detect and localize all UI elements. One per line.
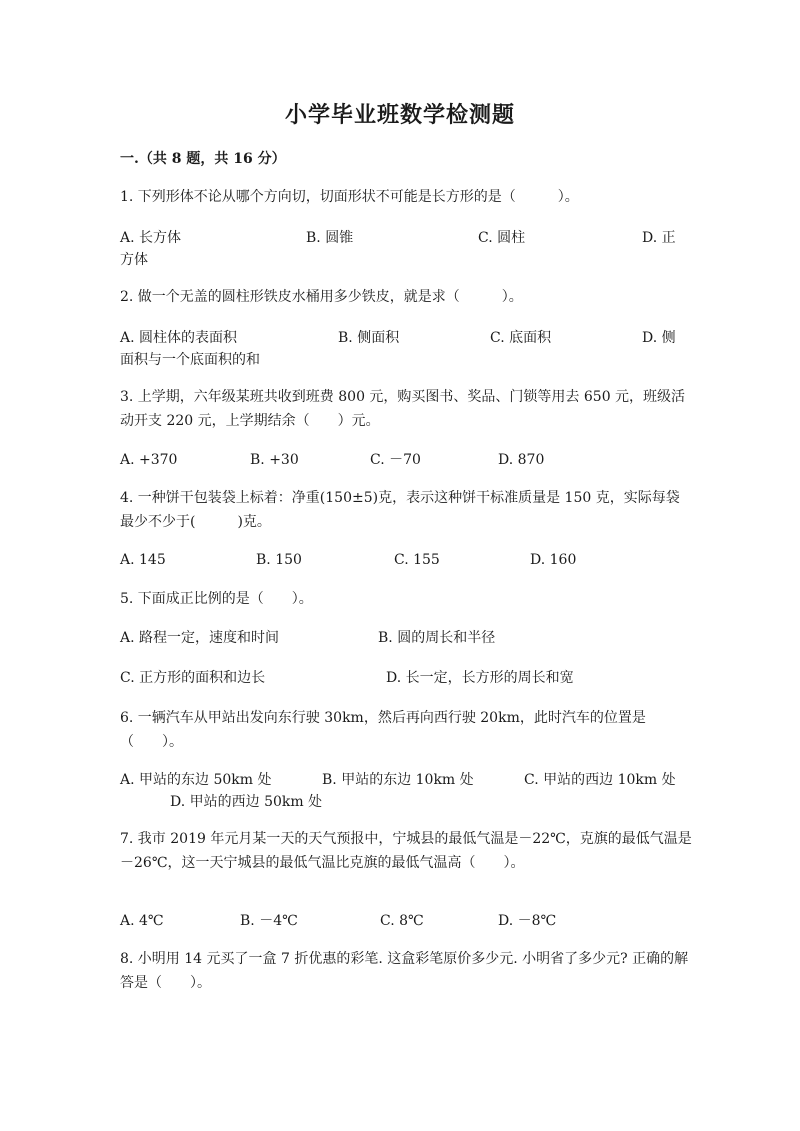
option-c[interactable]: C. 甲站的西边 10km 处 bbox=[524, 772, 676, 788]
option-b[interactable]: B. 甲站的东边 10km 处 bbox=[322, 772, 474, 788]
option-d-continued: 方体 bbox=[120, 252, 148, 268]
option-a[interactable]: A. 路程一定，速度和时间 bbox=[120, 630, 280, 646]
option-c[interactable]: C. 155 bbox=[394, 552, 440, 568]
question-5: 5. 下面成正比例的是（ ）。 bbox=[120, 591, 313, 607]
option-d[interactable]: D. 侧 bbox=[642, 330, 676, 346]
option-a[interactable]: A. 长方体 bbox=[120, 230, 182, 246]
option-d[interactable]: D. 160 bbox=[530, 552, 577, 568]
question-7: 7. 我市 2019 年元月某一天的天气预报中，宁城县的最低气温是－22℃，克旗的最低气温是－26℃，这一天宁城县的最低气温比克旗的最低气温高（ ）。 bbox=[120, 831, 692, 871]
question-1-options bbox=[120, 226, 692, 250]
section-heading: 一.（共 8 题，共 16 分） bbox=[120, 151, 286, 167]
option-d[interactable]: D. 正 bbox=[642, 230, 676, 246]
option-d[interactable]: D. 甲站的西边 50km 处 bbox=[170, 794, 323, 810]
option-a[interactable]: A. 圆柱体的表面积 bbox=[120, 330, 238, 346]
question-5-options-row-2 bbox=[120, 666, 692, 690]
option-d-continued: 面积与一个底面积的和 bbox=[120, 352, 260, 368]
question-4-options bbox=[120, 548, 692, 572]
option-b[interactable]: B. 圆的周长和半径 bbox=[378, 630, 496, 646]
option-d[interactable]: D. 870 bbox=[498, 452, 545, 468]
option-d[interactable]: D. 长一定，长方形的周长和宽 bbox=[386, 670, 574, 686]
option-b[interactable]: B. +30 bbox=[250, 452, 299, 468]
option-a[interactable]: A. 甲站的东边 50km 处 bbox=[120, 772, 272, 788]
option-c[interactable]: C. －70 bbox=[370, 452, 421, 468]
question-4: 4. 一种饼干包装袋上标着：净重(150±5)克，表示这种饼干标准质量是 150 克，实际每袋最少不少于( )克。 bbox=[120, 490, 680, 530]
question-1: 1. 下列形体不论从哪个方向切，切面形状不可能是长方形的是（ ）。 bbox=[120, 189, 579, 205]
option-c[interactable]: C. 8℃ bbox=[380, 913, 424, 929]
question-6-options bbox=[120, 768, 692, 792]
question-7-options bbox=[120, 909, 692, 933]
question-2-options bbox=[120, 326, 692, 350]
question-3: 3. 上学期，六年级某班共收到班费 800 元，购买图书、奖品、门锁等用去 650 元，班级活动开支 220 元，上学期结余（ ）元。 bbox=[120, 389, 686, 429]
option-b[interactable]: B. 侧面积 bbox=[338, 330, 400, 346]
option-a[interactable]: A. 145 bbox=[120, 552, 166, 568]
option-c[interactable]: C. 底面积 bbox=[490, 330, 552, 346]
option-a[interactable]: A. +370 bbox=[120, 452, 178, 468]
option-b[interactable]: B. 150 bbox=[256, 552, 302, 568]
option-b[interactable]: B. －4℃ bbox=[240, 913, 298, 929]
question-6: 6. 一辆汽车从甲站出发向东行驶 30km，然后再向西行驶 20km，此时汽车的位置是（ ）。 bbox=[120, 710, 646, 750]
page-title: 小学毕业班数学检测题 bbox=[284, 102, 515, 128]
question-8: 8. 小明用 14 元买了一盒 7 折优惠的彩笔. 这盒彩笔原价多少元. 小明省了多少元? 正确的解答是（ ）。 bbox=[120, 951, 689, 991]
option-c[interactable]: C. 圆柱 bbox=[478, 230, 526, 246]
option-c[interactable]: C. 正方形的面积和边长 bbox=[120, 670, 266, 686]
option-b[interactable]: B. 圆锥 bbox=[306, 230, 354, 246]
question-3-options bbox=[120, 448, 692, 472]
question-2: 2. 做一个无盖的圆柱形铁皮水桶用多少铁皮，就是求（ ）。 bbox=[120, 289, 523, 305]
question-5-options-row-1 bbox=[120, 626, 692, 650]
option-d[interactable]: D. －8℃ bbox=[498, 913, 557, 929]
option-a[interactable]: A. 4℃ bbox=[120, 913, 164, 929]
